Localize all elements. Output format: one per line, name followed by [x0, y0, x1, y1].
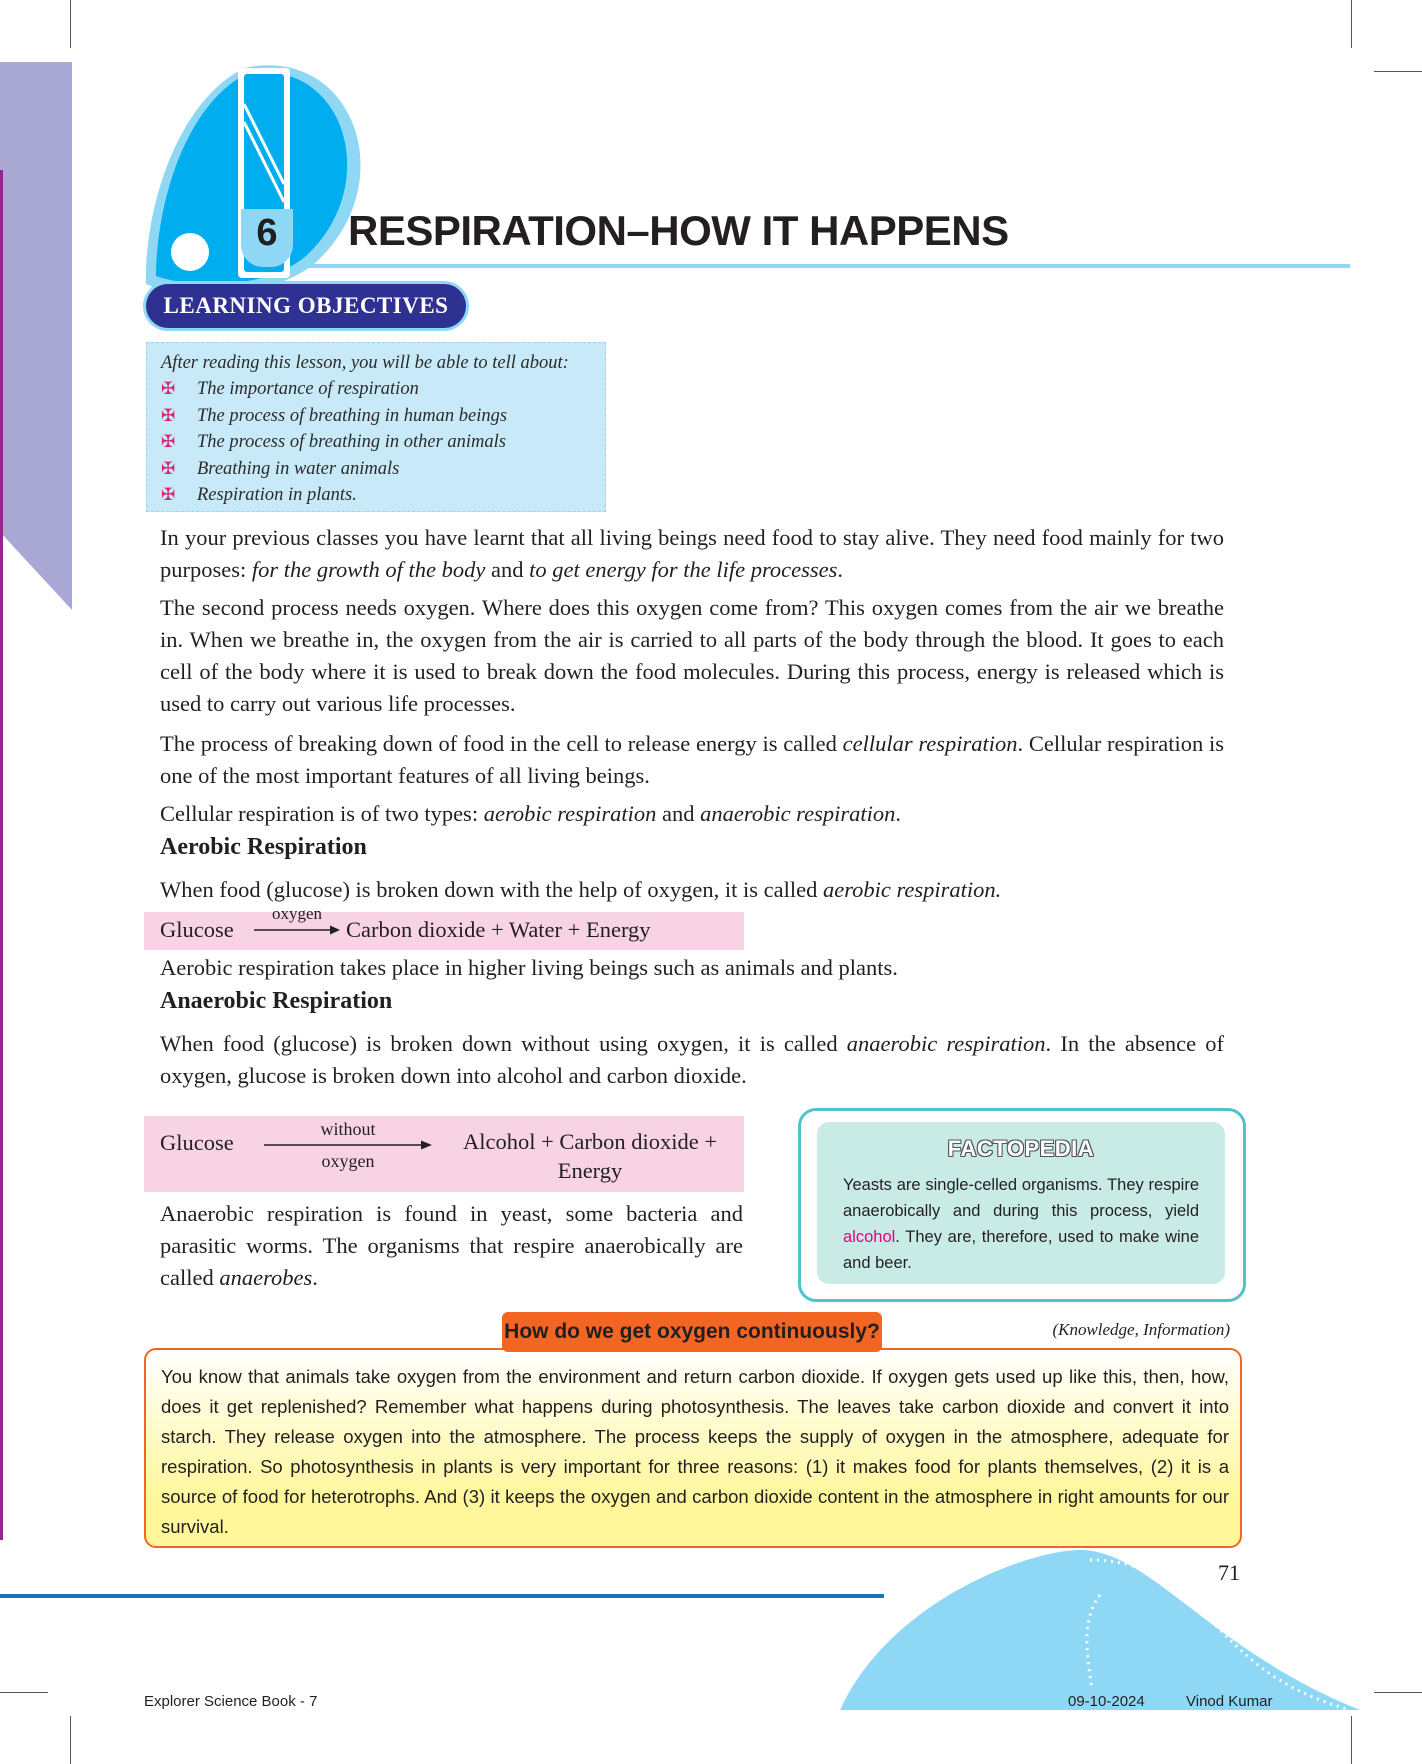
- corner-decoration: [830, 1540, 1370, 1710]
- crop-mark: [1374, 71, 1422, 72]
- crop-mark: [1351, 0, 1352, 48]
- crop-mark: [70, 1716, 71, 1764]
- paragraph-cellular-respiration: The process of breaking down of food in the cell to release energy is called cellular respiration. Cellular respiration is one of the most important features of all living beings.: [160, 731, 1224, 788]
- cross-bullet-icon: ✠: [161, 458, 176, 478]
- learning-objectives-label-text: LEARNING OBJECTIVES: [163, 293, 449, 318]
- anaerobic-definition: When food (glucose) is broken down without using oxygen, it is called anaerobic respiration. In the absence of oxygen, glucose is broken down into alcohol and carbon dioxide.: [160, 1031, 1225, 1088]
- crop-mark: [1374, 1692, 1422, 1693]
- footer-author: Vinod Kumar: [1186, 1693, 1273, 1710]
- aerobic-note: Aerobic respiration takes place in higher living beings such as animals and plants.: [160, 955, 898, 980]
- footer-date: 09-10-2024: [1068, 1693, 1145, 1710]
- aerobic-definition: When food (glucose) is broken down with the help of oxygen, it is called aerobic respiration.: [160, 877, 1002, 902]
- anaerobic-heading: Anaerobic Respiration: [160, 988, 393, 1014]
- anaerobic-equation-reactant: Glucose: [160, 1130, 234, 1155]
- paragraph-oxygen: The second process needs oxygen. Where does this oxygen come from? This oxygen comes from the air we breathe in. When we breathe in, the oxygen from the air is carried to all parts of the body through the blood. It goes to each cell of the body where it is used to break down the food molecules. During this process, energy is released which is used to carry out various life processes.: [160, 595, 1224, 716]
- crop-mark: [0, 1692, 48, 1693]
- factopedia-text: Yeasts are single-celled organisms. They respire anaerobically and during this process, yield alcohol. They are, therefore, used to make wine and beer.: [843, 1176, 1199, 1272]
- objective-item: ✠ The process of breathing in other animals: [161, 429, 605, 456]
- anaerobic-condition-top: without: [320, 1119, 376, 1139]
- oxygen-box-text: You know that animals take oxygen from the environment and return carbon dioxide. If oxygen gets used up like this, then, how, does it get replenished? Remember what happens during photosynthesis. The leaves take carbon dioxide and convert it into starch. They release oxygen into the atmosphere. The process keeps the supply of oxygen in the atmosphere, adequate for respiration. So photosynthesis in plants is very important for three reasons: (1) it makes food for plants themselves, (2) it is a source of food for heterotrophs. And (3) it keeps the oxygen and carbon dioxide content in the atmosphere in right amounts for our survival.: [161, 1366, 1229, 1537]
- crop-mark: [1351, 1716, 1352, 1764]
- footer-book: Explorer Science Book - 7: [144, 1693, 318, 1710]
- chapter-number-graphic: [134, 64, 394, 304]
- anaerobic-condition-bottom: oxygen: [321, 1151, 375, 1171]
- learning-objectives-box: [146, 342, 606, 512]
- objective-item: ✠ Respiration in plants.: [161, 482, 605, 509]
- aerobic-heading: Aerobic Respiration: [160, 834, 367, 860]
- side-tab-decoration: [0, 62, 74, 622]
- anaerobic-products-line2: Energy: [557, 1158, 623, 1183]
- cross-bullet-icon: ✠: [161, 432, 176, 451]
- page-number: 71: [1218, 1560, 1240, 1585]
- title-underline: [296, 264, 1350, 268]
- cross-bullet-icon: ✠: [161, 485, 176, 504]
- anaerobic-note: Anaerobic respiration is found in yeast, some bacteria and parasitic worms. The organisms that respire anaerobically are called anaerobes.: [160, 1201, 743, 1290]
- objective-item: ✠ The importance of respiration: [161, 376, 605, 403]
- oxygen-box-title: How do we get oxygen continuously?: [502, 1312, 882, 1352]
- aerobic-equation-products: Carbon dioxide + Water + Energy: [346, 917, 651, 942]
- cross-bullet-icon: ✠: [161, 405, 176, 425]
- paragraph-intro: In your previous classes you have learnt that all living beings need food to stay alive. They need food mainly for two purposes: for the growth of the body and to get energy for the life processes.: [160, 525, 1224, 582]
- bottom-rule: [0, 1594, 884, 1598]
- crop-mark: [70, 0, 71, 48]
- arrow-right-icon: [254, 924, 340, 936]
- objective-item: ✠ The process of breathing in human beings: [161, 403, 605, 430]
- oxygen-box-tag: (Knowledge, Information): [1052, 1320, 1230, 1339]
- chapter-title: RESPIRATION–HOW IT HAPPENS: [348, 207, 1009, 254]
- cross-bullet-icon: ✠: [161, 379, 176, 398]
- left-margin-line: [0, 170, 3, 1540]
- objective-item: ✠ Breathing in water animals: [161, 456, 605, 483]
- factopedia-title: FACTOPEDIA: [947, 1136, 1095, 1161]
- learning-objectives-intro: After reading this lesson, you will be able to tell about:: [161, 353, 569, 373]
- paragraph-types: Cellular respiration is of two types: aerobic respiration and anaerobic respiration.: [160, 801, 901, 826]
- chapter-number: 6: [256, 212, 278, 254]
- aerobic-equation-condition: oxygen: [271, 904, 323, 923]
- anaerobic-products-line1: Alcohol + Carbon dioxide +: [462, 1129, 718, 1154]
- highlight-alcohol: alcohol: [843, 1228, 896, 1246]
- aerobic-equation-reactant: Glucose: [160, 917, 234, 942]
